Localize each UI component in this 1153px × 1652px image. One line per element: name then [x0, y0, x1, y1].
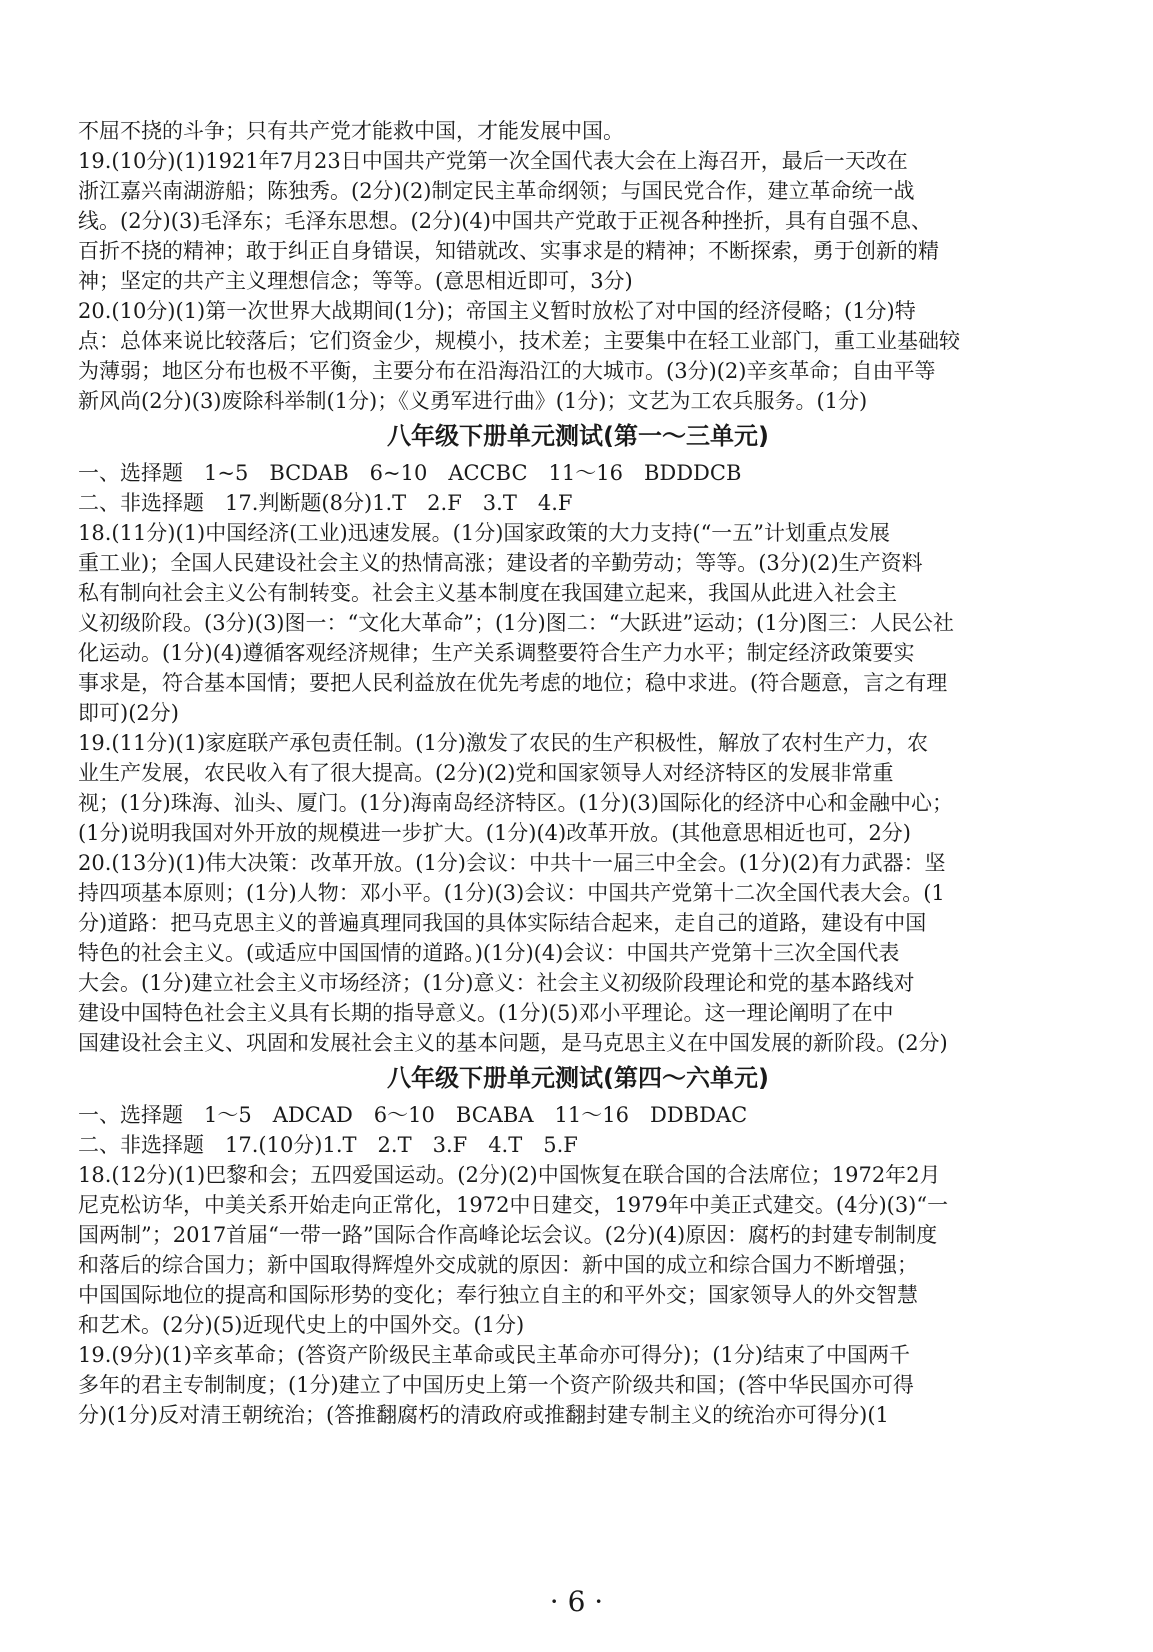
- text-line: 视；(1分)珠海、汕头、厦门。(1分)海南岛经济特区。(1分)(3)国际化的经济中心和金融中心；: [78, 791, 953, 815]
- text-line: (1分)说明我国对外开放的规模进一步扩大。(1分)(4)改革开放。(其他意思相近也可，2分): [78, 821, 911, 845]
- text-line: 中国国际地位的提高和国际形势的变化；奉行独立自主的和平外交；国家领导人的外交智慧: [78, 1283, 918, 1307]
- text-line: 18.(11分)(1)中国经济(工业)迅速发展。(1分)国家政策的大力支持(“一五”计划重点发展: [78, 521, 891, 545]
- text-line: 20.(10分)(1)第一次世界大战期间(1分)；帝国主义暂时放松了对中国的经济侵略；(1分)特: [78, 299, 916, 323]
- text-line: 百折不挠的精神；敢于纠正自身错误，知错就改、实事求是的精神；不断探索，勇于创新的精: [78, 239, 939, 263]
- text-line: 神；坚定的共产主义理想信念；等等。(意思相近即可，3分): [78, 269, 633, 293]
- text-line: 和落后的综合国力；新中国取得辉煌外交成就的原因：新中国的成立和综合国力不断增强；: [78, 1253, 918, 1277]
- text-line: 私有制向社会主义公有制转变。社会主义基本制度在我国建立起来，我国从此进入社会主: [78, 581, 897, 605]
- text-line: 事求是，符合基本国情；要把人民利益放在优先考虑的地位；稳中求进。(符合题意，言之有理: [78, 671, 948, 695]
- text-line: 即可)(2分): [78, 701, 179, 725]
- section-heading-2: 八年级下册单元测试(第四～六单元): [387, 1064, 769, 1092]
- text-line: 新风尚(2分)(3)废除科举制(1分)；《义勇军进行曲》(1分)；文艺为工农兵服务。(1分): [78, 389, 868, 413]
- text-line: 化运动。(1分)(4)遵循客观经济规律；生产关系调整要符合生产力水平；制定经济政策要实: [78, 641, 915, 665]
- text-line: 19.(11分)(1)家庭联产承包责任制。(1分)激发了农民的生产积极性，解放了农村生产力，农: [78, 731, 928, 755]
- text-line: 一、选择题 1~5 BCDAB 6~10 ACCBC 11～16 BDDDCB: [78, 461, 742, 485]
- text-line: 持四项基本原则；(1分)人物：邓小平。(1分)(3)会议：中国共产党第十二次全国代表大会。(1: [78, 881, 945, 905]
- section-heading-1: 八年级下册单元测试(第一～三单元): [387, 422, 769, 450]
- text-line: 线。(2分)(3)毛泽东；毛泽东思想。(2分)(4)中国共产党敢于正视各种挫折，具有自强不息、: [78, 209, 932, 233]
- text-line: 大会。(1分)建立社会主义市场经济；(1分)意义：社会主义初级阶段理论和党的基本路线对: [78, 971, 915, 995]
- text-line: 重工业)；全国人民建设社会主义的热情高涨；建设者的辛勤劳动；等等。(3分)(2)生产资料: [78, 551, 923, 575]
- text-line: 义初级阶段。(3分)(3)图一：“文化大革命”；(1分)图二：“大跃进”运动；(1分)图三：人民公社: [78, 611, 954, 635]
- text-line: 19.(9分)(1)辛亥革命；(答资产阶级民主革命或民主革命亦可得分)；(1分)结束了中国两千: [78, 1343, 911, 1367]
- text-line: 不屈不挠的斗争；只有共产党才能救中国，才能发展中国。: [78, 119, 624, 143]
- text-line: 20.(13分)(1)伟大决策：改革开放。(1分)会议：中共十一届三中全会。(1分)(2)有力武器：坚: [78, 851, 946, 875]
- text-line: 国两制”；2017首届“一带一路”国际合作高峰论坛会议。(2分)(4)原因：腐朽的封建专制制度: [78, 1223, 938, 1247]
- text-line: 业生产发展，农民收入有了很大提高。(2分)(2)党和国家领导人对经济特区的发展非常重: [78, 761, 894, 785]
- text-line: 18.(12分)(1)巴黎和会；五四爱国运动。(2分)(2)中国恢复在联合国的合法席位；1972年2月: [78, 1163, 941, 1187]
- page-number: · 6 ·: [549, 1585, 604, 1618]
- text-line: 尼克松访华，中美关系开始走向正常化，1972中日建交，1979年中美正式建交。(4分)(3)“一: [78, 1193, 949, 1217]
- text-line: 多年的君主专制制度；(1分)建立了中国历史上第一个资产阶级共和国；(答中华民国亦可得: [78, 1373, 914, 1397]
- text-line: 点：总体来说比较落后；它们资金少，规模小，技术差；主要集中在轻工业部门，重工业基础较: [78, 329, 960, 353]
- text-line: 一、选择题 1～5 ADCAD 6～10 BCABA 11～16 DDBDAC: [78, 1103, 748, 1127]
- text-line: 二、非选择题 17.判断题(8分)1.T 2.F 3.T 4.F: [78, 491, 573, 515]
- text-line: 分)道路：把马克思主义的普遍真理同我国的具体实际结合起来，走自己的道路，建设有中国: [78, 911, 927, 935]
- text-line: 二、非选择题 17.(10分)1.T 2.T 3.F 4.T 5.F: [78, 1133, 578, 1157]
- text-line: 分)(1分)反对清王朝统治；(答推翻腐朽的清政府或推翻封建专制主义的统治亦可得分)(1: [78, 1403, 889, 1427]
- text-line: 建设中国特色社会主义具有长期的指导意义。(1分)(5)邓小平理论。这一理论阐明了在中: [78, 1001, 894, 1025]
- text-line: 浙江嘉兴南湖游船；陈独秀。(2分)(2)制定民主革命纲领；与国民党合作，建立革命统一战: [78, 179, 915, 203]
- text-line: 特色的社会主义。(或适应中国国情的道路。)(1分)(4)会议：中国共产党第十三次全国代表: [78, 941, 900, 965]
- text-line: 19.(10分)(1)1921年7月23日中国共产党第一次全国代表大会在上海召开，最后一天改在: [78, 149, 908, 173]
- text-line: 国建设社会主义、巩固和发展社会主义的基本问题，是马克思主义在中国发展的新阶段。(2分): [78, 1031, 948, 1055]
- text-line: 为薄弱；地区分布也极不平衡，主要分布在沿海沿江的大城市。(3分)(2)辛亥革命；自由平等: [78, 359, 936, 383]
- text-line: 和艺术。(2分)(5)近现代史上的中国外交。(1分): [78, 1313, 525, 1337]
